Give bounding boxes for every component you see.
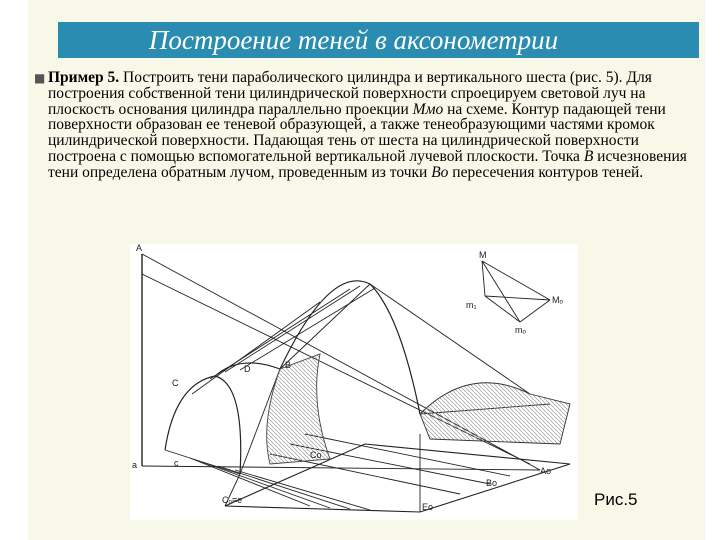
label-C: C <box>172 378 179 388</box>
label-Ao: Ao <box>540 466 552 476</box>
text-part-1: Построить тени параболического цилиндра и вертикального шеста (рис. 5). Для построения собственной тени цилиндрической поверхности спроецируем световой луч на плоскость основания цилиндра параллельно проекции <box>48 69 652 118</box>
label-mo: mₒ <box>515 325 526 335</box>
label-c: c <box>174 458 179 468</box>
label-B: B <box>285 360 292 370</box>
slide-title: Построение теней в аксонометрии <box>58 22 699 58</box>
body-text <box>34 70 699 181</box>
text-part-3: исчезновения тени определена обратным лучом, проведенным из точки <box>48 147 687 181</box>
label-Eo: Eo <box>422 502 434 512</box>
label-Co: Co <box>310 450 322 460</box>
label-M: M <box>479 250 487 260</box>
label-m1: m₁ <box>466 300 477 310</box>
text-part-2: на схеме. Контур падающей тени поверхности образован ее теневой образующей, а также тенеобразующими частями кромок цилиндрической поверхности. Падающая тень от шеста на цилиндрической поверхности построена с помощью вспомогательной вертикальной лучевой плоскости. Точка <box>48 100 666 165</box>
figure-caption: Рис.5 <box>594 490 638 509</box>
label-Co-e: Cₒ≡e <box>222 495 243 505</box>
example-label: Пример 5. <box>48 69 120 86</box>
axonometric-drawing <box>130 244 578 520</box>
label-Bo: Bo <box>486 478 498 488</box>
figure-5 <box>130 244 578 520</box>
italic-bo: Во <box>431 163 449 181</box>
italic-mmo: Ммо <box>412 100 444 118</box>
label-a: a <box>132 460 138 470</box>
label-Mo: Mₒ <box>552 295 563 305</box>
label-A: A <box>136 244 143 253</box>
example-paragraph <box>34 70 699 181</box>
italic-b: В <box>583 147 594 165</box>
label-D: D <box>244 364 251 374</box>
text-part-4: пересечения контуров теней. <box>448 163 644 181</box>
bullet-icon: ■ <box>34 71 46 85</box>
